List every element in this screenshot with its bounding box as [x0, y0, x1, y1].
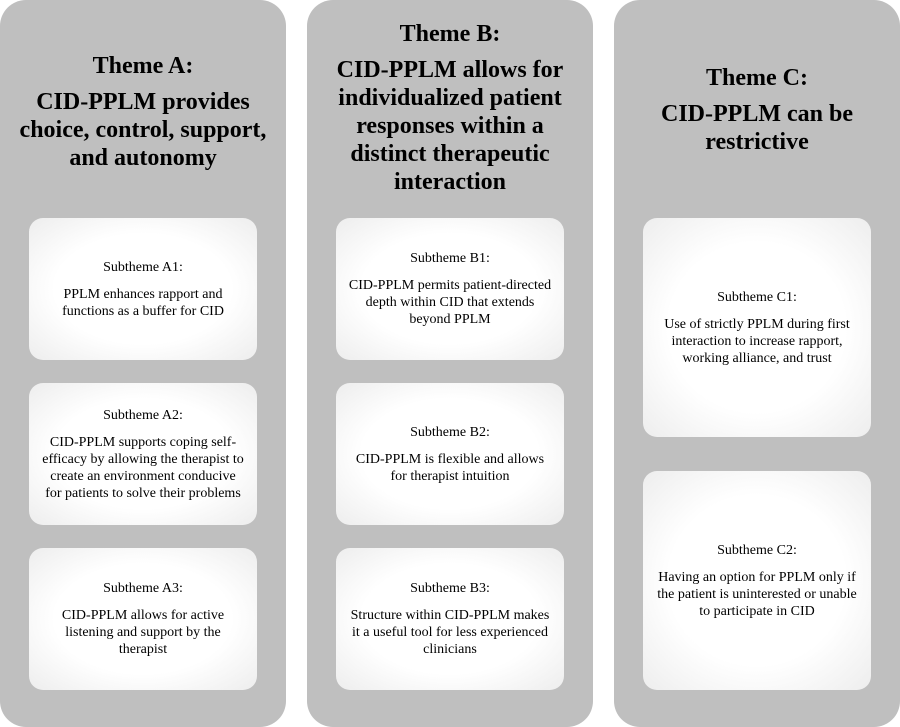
subtheme-b1-text: CID-PPLM permits patient-directed depth within CID that extends beyond PPLM [348, 278, 552, 327]
subtheme-a2-label: Subtheme A2: [103, 407, 183, 423]
theme-c-column [614, 0, 900, 727]
subtheme-b2-label: Subtheme B2: [410, 424, 490, 440]
subtheme-a2-box [29, 383, 257, 525]
theme-b-label: Theme B: [399, 21, 501, 47]
theme-c-label: Theme C: [706, 65, 808, 91]
subtheme-b1-label: Subtheme B1: [410, 251, 490, 266]
theme-b-title: CID-PPLM allows for individualized patient responses within a distinct therapeutic interaction [336, 57, 564, 195]
subtheme-b3-label: Subtheme B3: [410, 581, 490, 596]
subtheme-a3-box [29, 548, 257, 690]
theme-a-title: CID-PPLM provides choice, control, support, and autonomy [19, 89, 267, 171]
subtheme-b3-box [336, 548, 564, 690]
subtheme-c1-box [643, 218, 871, 437]
theme-a-heading [0, 32, 286, 192]
theme-b-column [307, 0, 593, 727]
subtheme-c2-label: Subtheme C2: [717, 542, 797, 558]
theme-b-heading [307, 18, 593, 198]
subtheme-c1-text: Use of strictly PPLM during first interaction to increase rapport, working alliance, and trust [664, 316, 850, 366]
subtheme-b3-text: Structure within CID-PPLM makes it a useful tool for less experienced clinicians [350, 608, 550, 657]
subtheme-c1-label: Subtheme C1: [717, 289, 797, 305]
subtheme-a1-box [29, 218, 257, 360]
theme-a-label: Theme A: [92, 53, 194, 79]
theme-c-title: CID-PPLM can be restrictive [661, 101, 853, 155]
subtheme-b1-box [336, 218, 564, 360]
subtheme-c2-box [643, 471, 871, 690]
subtheme-a1-label: Subtheme A1: [103, 259, 183, 275]
theme-c-heading [614, 60, 900, 160]
subtheme-a1-text: PPLM enhances rapport and functions as a buffer for CID [62, 286, 224, 319]
subtheme-c2-text: Having an option for PPLM only if the patient is uninterested or unable to participate in CID [657, 569, 857, 619]
theme-a-column [0, 0, 286, 727]
subtheme-a3-label: Subtheme A3: [103, 581, 183, 596]
subtheme-a3-text: CID-PPLM allows for active listening and support by the therapist [61, 608, 225, 657]
subtheme-b2-box [336, 383, 564, 525]
subtheme-a2-text: CID-PPLM supports coping self-efficacy by allowing the therapist to create an environment conducive for patients to solve their problems [42, 434, 244, 501]
subtheme-b2-text: CID-PPLM is flexible and allows for therapist intuition [355, 451, 545, 484]
